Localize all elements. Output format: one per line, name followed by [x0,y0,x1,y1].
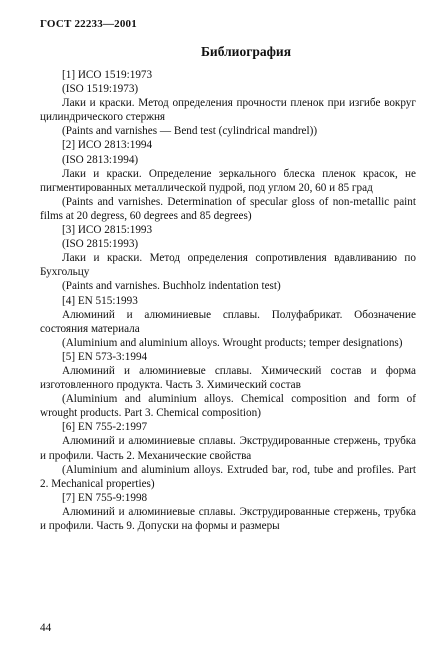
entry-title-ru: Алюминий и алюминиевые сплавы. Экструдированные стержень, трубка и профили. Часть 2. Механические свойства [40,435,416,462]
entry-title-ru: Лаки и краски. Метод определения прочности пленок при изгибе вокруг цилиндрического стержня [40,97,416,124]
page-number: 44 [40,622,52,634]
page-title: Библиография [200,44,292,59]
entry-id: [3] ИСО 2815:1993 [62,224,153,237]
entry-id: [4] EN 515:1993 [62,294,138,307]
entry-title-en: (Aluminium and aluminium alloys. Wrought products; temper designations) [62,336,403,349]
entry-title-ru: Алюминий и алюминиевые сплавы. Экструдированные стержень, трубка и профили. Часть 9. Допуски на формы и размеры [40,505,416,532]
document-header: ГОСТ 22233—2001 [40,18,137,30]
entry-id: [6] EN 755-2:1997 [62,421,148,434]
bibliography-list [40,68,416,533]
entry-title-en: (Aluminium and aluminium alloys. Extruded bar, rod, tube and profiles. Part 2. Mechanical properties) [40,463,416,490]
entry-id: [2] ИСО 2813:1994 [62,139,153,152]
entry-alt-id: (ISO 1519:1973) [62,83,139,96]
entry-title-ru: Лаки и краски. Определение зеркального блеска пленок красок, не пигментированных металлической пудрой, под углом 20, 60 и 85 град [40,167,416,194]
entry-title-en: (Aluminium and aluminium alloys. Chemical composition and form of wrought products. Part 3. Chemical composition) [40,393,416,420]
entry-id: [1] ИСО 1519:1973 [62,69,153,81]
entry-title-en: (Paints and varnishes — Bend test (cylindrical mandrel)) [62,125,318,138]
entry-alt-id: (ISO 2813:1994) [62,153,139,166]
entry-id: [5] EN 573-3:1994 [62,350,148,363]
entry-title-ru: Алюминий и алюминиевые сплавы. Полуфабрикат. Обозначение состояния материала [40,308,416,335]
entry-id: [7] EN 755-9:1998 [62,491,148,504]
entry-alt-id: (ISO 2815:1993) [62,238,139,251]
entry-title-ru: Алюминий и алюминиевые сплавы. Химический состав и форма изготовленного продукта. Часть 3. Химический состав [40,364,416,392]
entry-title-ru: Лаки и краски. Метод определения сопротивления вдавливанию по Бухгольцу [40,252,416,279]
entry-title-en: (Paints and varnishes. Determination of specular gloss of non-metallic paint films at 20 degress, 60 degrees and 85 degrees) [40,195,416,222]
entry-title-en: (Paints and varnishes. Buchholz indentation test) [62,280,281,293]
